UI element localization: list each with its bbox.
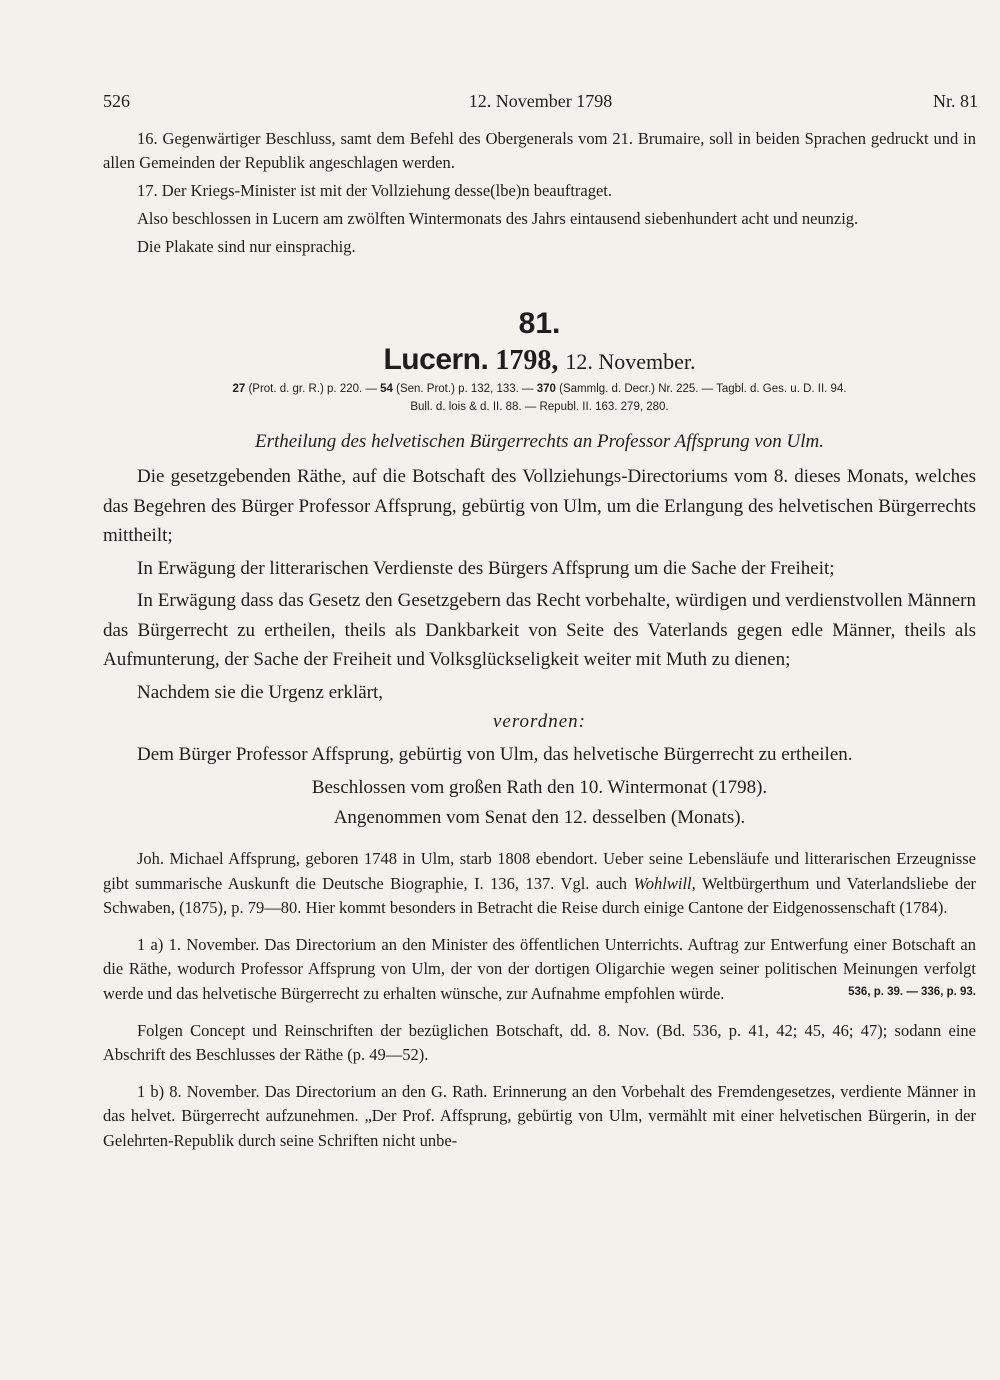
closing-formula: Also beschlossen in Lucern am zwölften Wintermonats des Jahrs eintausend siebenhundert acht und neunzig. xyxy=(137,209,859,228)
note-concept: Folgen Concept und Reinschriften der bezüglichen Botschaft, dd. 8. Nov. (Bd. 536, p. 41, 42; 45, 46; 47); sodann eine Abschrift des Beschlusses der Räthe (p. 49—52). xyxy=(103,1020,976,1065)
ref-num: 27 xyxy=(232,383,246,395)
body-passed-grand-council: Beschlossen vom großen Rath den 10. Wintermonat (1798). xyxy=(311,777,768,798)
paragraph-16: 16. Gegenwärtiger Beschluss, samt dem Befehl des Obergenerals vom 21. Brumaire, soll in beiden Sprachen gedruckt und in allen Gemeinden der Republik angeschlagen werden. xyxy=(103,129,976,172)
header-number: Nr. 81 xyxy=(933,91,978,111)
body-urgency: Nachdem sie die Urgenz erklärt, xyxy=(137,681,384,703)
note-1b: 1 b) 8. November. Das Directorium an den G. Rath. Erinnerung an den Vorbehalt des Fremdengesetzes, verdiente Männer in das helvet. Bürgerrecht aufzunehmen. „Der Prof. Affsprung, gebürtig von Ulm, vermählt mit einer helvetischen Bürgerin, in der Gelehrten-Republik durch seine Schriften nicht unbe- xyxy=(103,1081,976,1150)
ref-num: 54 xyxy=(380,383,393,395)
note-text: 1 a) 1. November. Das Directorium an den Minister des öffentlichen Unterrichts. Auftrag zur Entwerfung einer Botschaft an die Räthe, wodurch Professor Affsprung von Ulm, der von der dortigen Oligarchie wegen seiner politischen Meinungen verfolgt werde und das helvetische Bürgerrecht zu erhalten wünsche, zur Aufnahme empfohlen würde. xyxy=(103,934,976,1003)
body-resolution: Dem Bürger Professor Affsprung, gebürtig von Ulm, das helvetische Bürgerrecht zu ertheilen. xyxy=(137,743,853,765)
source-references-line-1 xyxy=(103,383,976,395)
ref-text: (Sammlg. d. Decr.) Nr. 225. — Tagbl. d. Ges. u. D. II. 94. xyxy=(559,383,847,395)
body-consideration-1: In Erwägung der litterarischen Verdienste des Bürgers Affsprung um die Sache der Freiheit; xyxy=(137,557,835,579)
note-author: Wohlwill, xyxy=(633,873,696,893)
note-text: Joh. Michael Affsprung, geboren 1748 in Ulm, starb 1808 ebendort. Ueber seine Lebensläufe und litterarischen Erzeugnisse gibt summarische Auskunft die Deutsche Biographie, I. 136, 137. Vgl. auch xyxy=(103,849,976,893)
ref-text: (Prot. d. gr. R.) p. 220. — xyxy=(248,383,377,395)
page-number: 526 xyxy=(103,91,130,111)
body-consideration-2: In Erwägung dass das Gesetz den Gesetzgebern das Recht vorbehalte, würdigen und verdienstvollen Männern das Bürgerrecht zu ertheilen, theils als Dankbarkeit von Seite des Vaterlands gegen edle Männer, theils als Aufmunterung, der Sache der Freiheit und Volksglückseligkeit weiter mit Muth zu dienen; xyxy=(103,590,976,670)
note-biography xyxy=(103,847,976,921)
decree-place-date xyxy=(103,343,976,377)
source-references-line-2: Bull. d. lois & d. II. 88. — Republ. II. 163. 279, 280. xyxy=(410,401,669,413)
note-text: Weltbürgerthum und Vaterlandsliebe der Schwaben, (1875), p. 79—80. Hier kommt besonders in Betracht die Reise durch einige Cantone der Eidgenossenschaft (1784). xyxy=(103,873,977,918)
paragraph-17: 17. Der Kriegs-Minister ist mit der Vollziehung desse(lbe)n beauftraget. xyxy=(137,181,613,200)
decree-number: 81. xyxy=(518,307,561,340)
note-1a xyxy=(103,933,976,1007)
decree-title: Ertheilung des helvetischen Bürgerrechts an Professor Affsprung von Ulm. xyxy=(254,431,825,452)
ref-num: 370 xyxy=(536,383,556,395)
body-verordnen: verordnen: xyxy=(492,711,586,732)
editorial-notes xyxy=(103,847,976,1154)
note-plakate: Die Plakate sind nur einsprachig. xyxy=(137,237,356,256)
decree-day: 12. November. xyxy=(565,349,696,374)
body-accepted-senate: Angenommen vom Senat den 12. desselben (Monats). xyxy=(333,806,746,828)
note-1a-reference: 536, p. 39. — 336, p. 93. xyxy=(848,985,976,998)
decree-body xyxy=(103,462,976,832)
decree-year: 1798, xyxy=(495,345,559,376)
header-date: 12. November 1798 xyxy=(468,91,613,111)
body-preamble: Die gesetzgebenden Räthe, auf die Botschaft des Vollziehungs-Directoriums vom 8. dieses Monats, welches das Begehren des Bürger Professor Affsprung, gebürtig von Ulm, um die Erlangung des helvetischen Bürgerrechts mittheilt; xyxy=(103,466,976,546)
decree-city: Lucern. xyxy=(383,343,489,376)
ref-text: (Sen. Prot.) p. 132, 133. — xyxy=(396,383,534,395)
